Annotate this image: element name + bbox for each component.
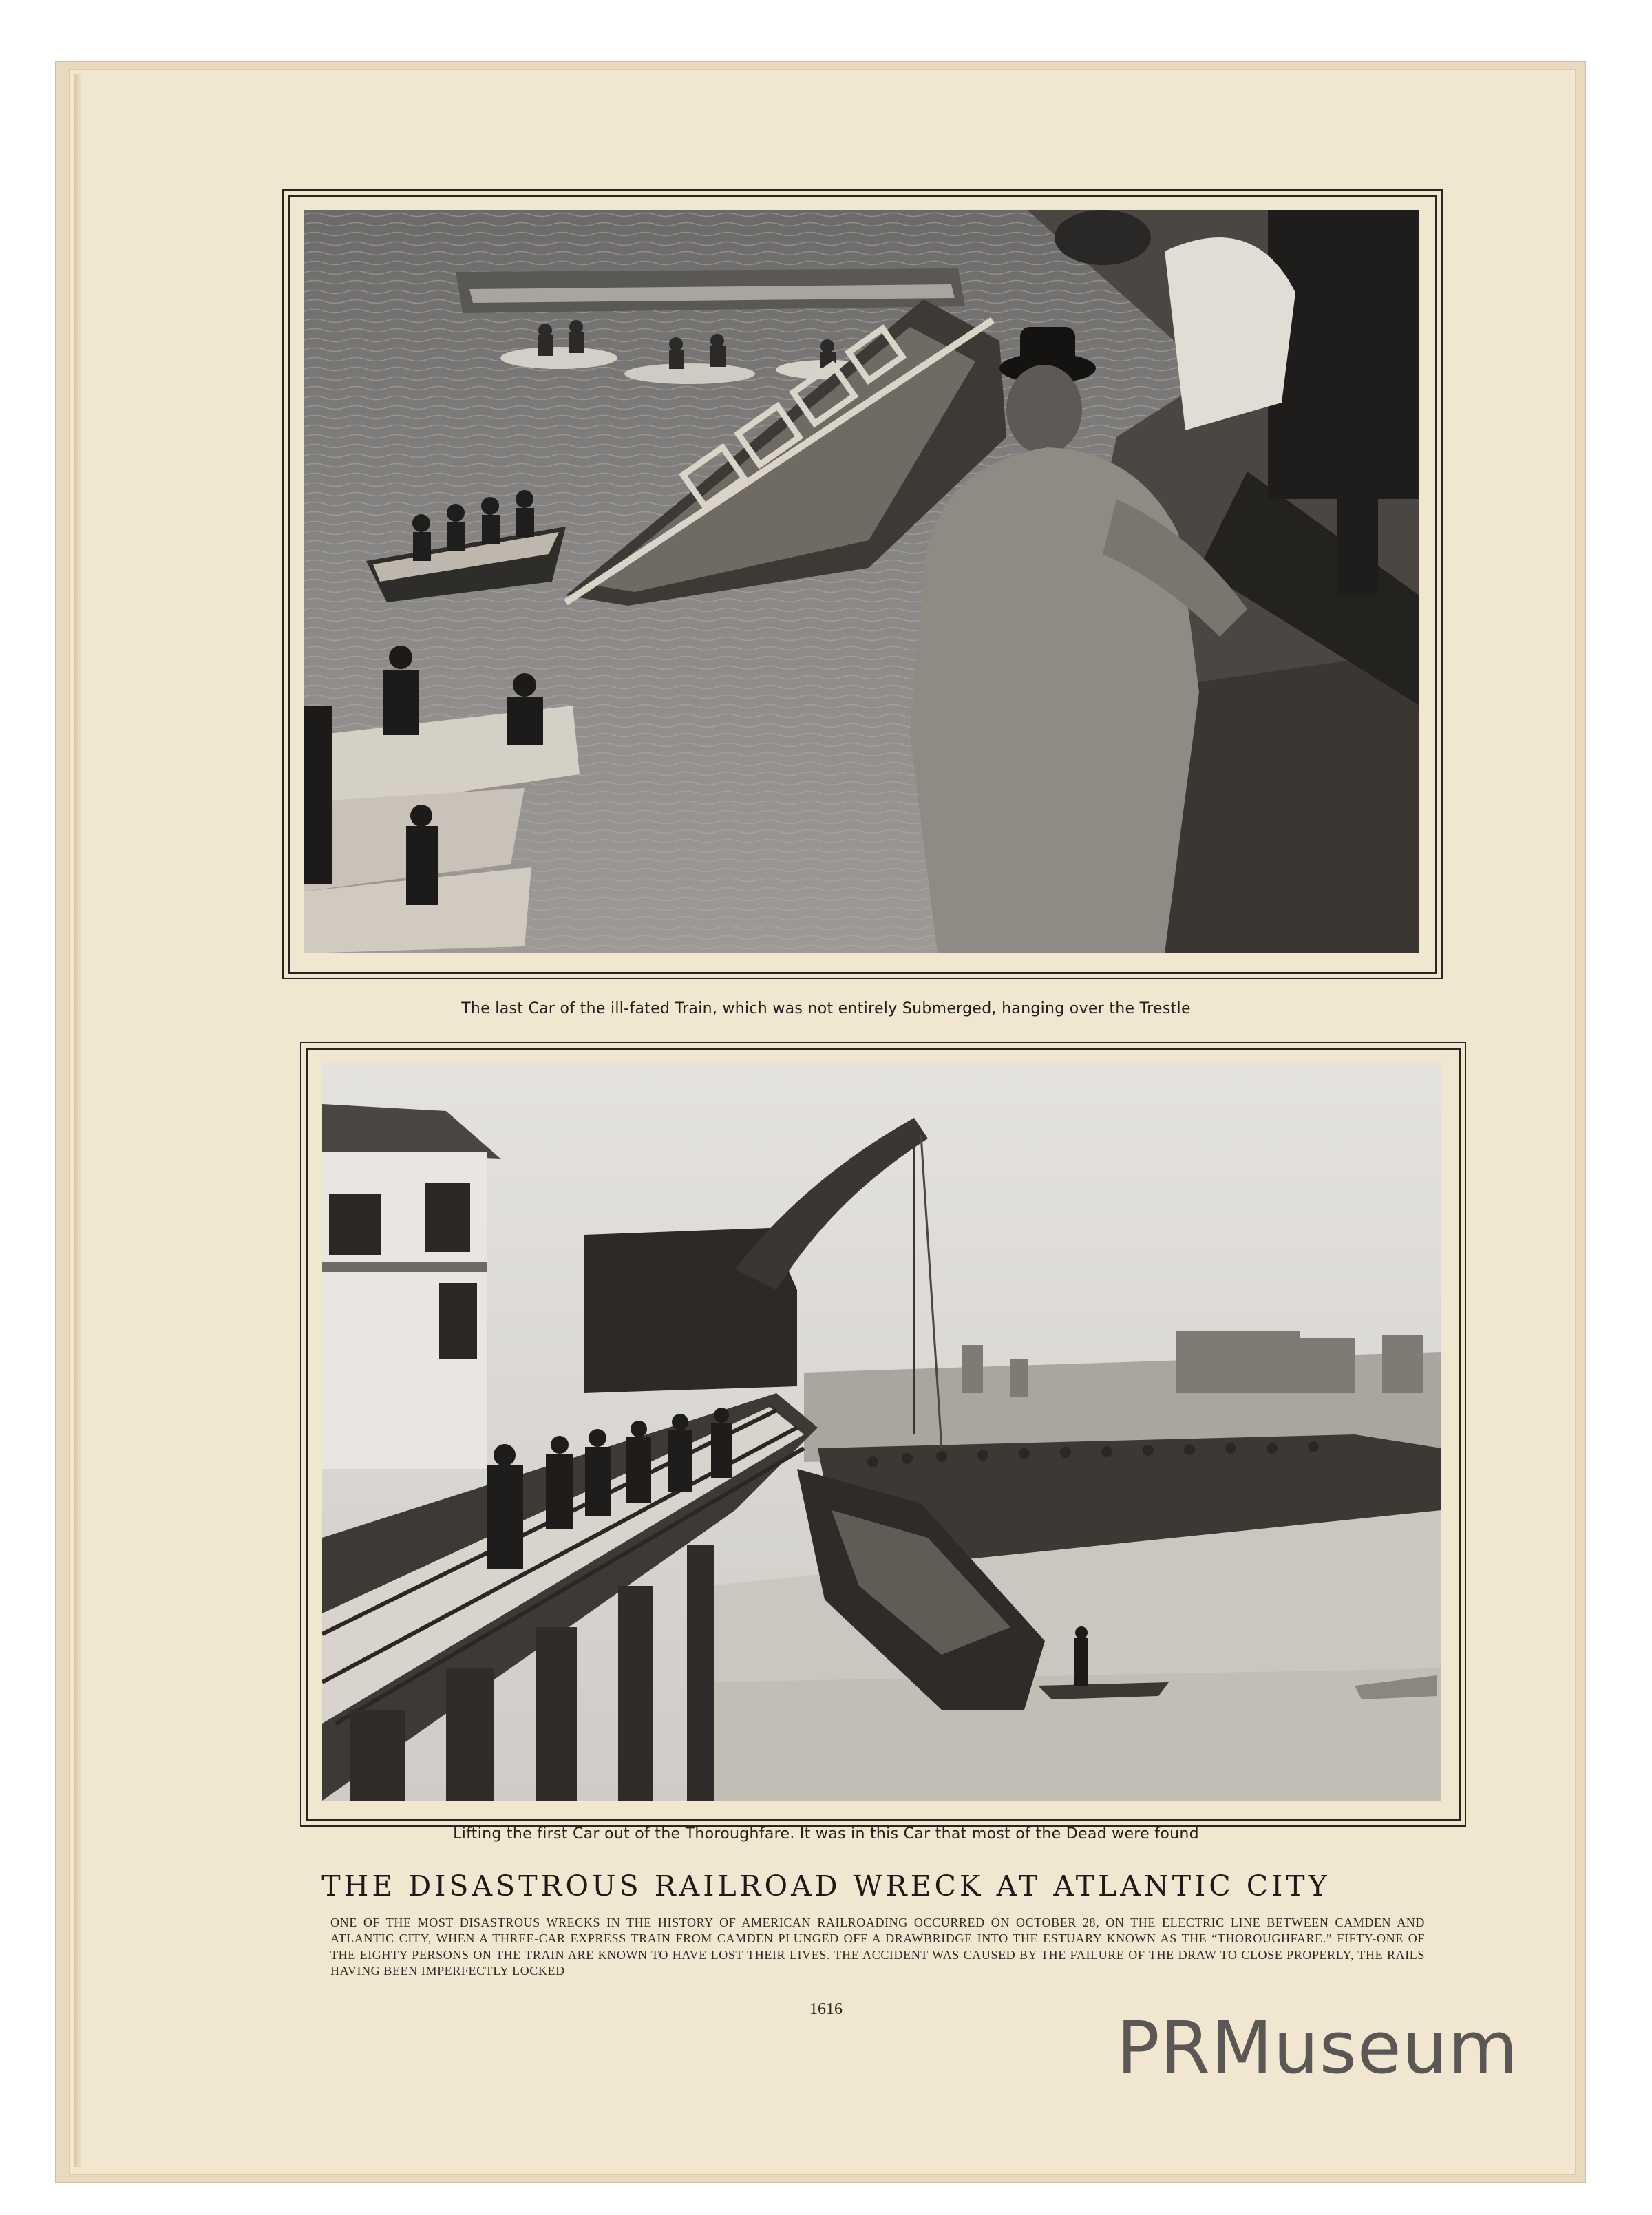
top-photo-caption: The last Car of the ill-fated Train, which was not entirely Submerged, hanging over the Trestle [461, 1000, 1191, 1017]
prmuseum-watermark: PRMuseum [1116, 2006, 1519, 2090]
article-body: ONE OF THE MOST DISASTROUS WRECKS IN THE HISTORY OF AMERICAN RAILROADING OCCURRED ON OCTOBER 28, ON THE ELECTRIC LINE BETWEEN CAMDEN AND ATLANTIC CITY, WHEN A THREE-CAR EXPRESS TRAIN FROM CAMDEN PLUNGED OFF A DRAWBRIDGE INTO THE ESTUARY KNOWN AS THE “THOROUGHFARE.” FIFTY-ONE OF THE EIGHTY PERSONS ON THE TRAIN ARE KNOWN TO HAVE LOST THEIR LIVES. THE ACCIDENT WAS CAUSED BY THE FAILURE OF THE DRAW TO CLOSE PROPERLY, THE RAILS HAVING BEEN IMPERFECTLY LOCKED [330, 1916, 1425, 1978]
page-number: 1616 [809, 2000, 843, 2018]
top-photo-sunken-car [304, 210, 1419, 953]
page-edge-shadow [74, 74, 81, 2167]
article-headline: THE DISASTROUS RAILROAD WRECK AT ATLANTIC CITY [321, 1869, 1331, 1903]
bottom-photo-crane-lifting-car [322, 1063, 1441, 1801]
bottom-photo-caption-visible: Lifting the first Car out of the Thoroughfare. It was in this Car that most of the Dead were found [453, 1825, 1199, 1843]
